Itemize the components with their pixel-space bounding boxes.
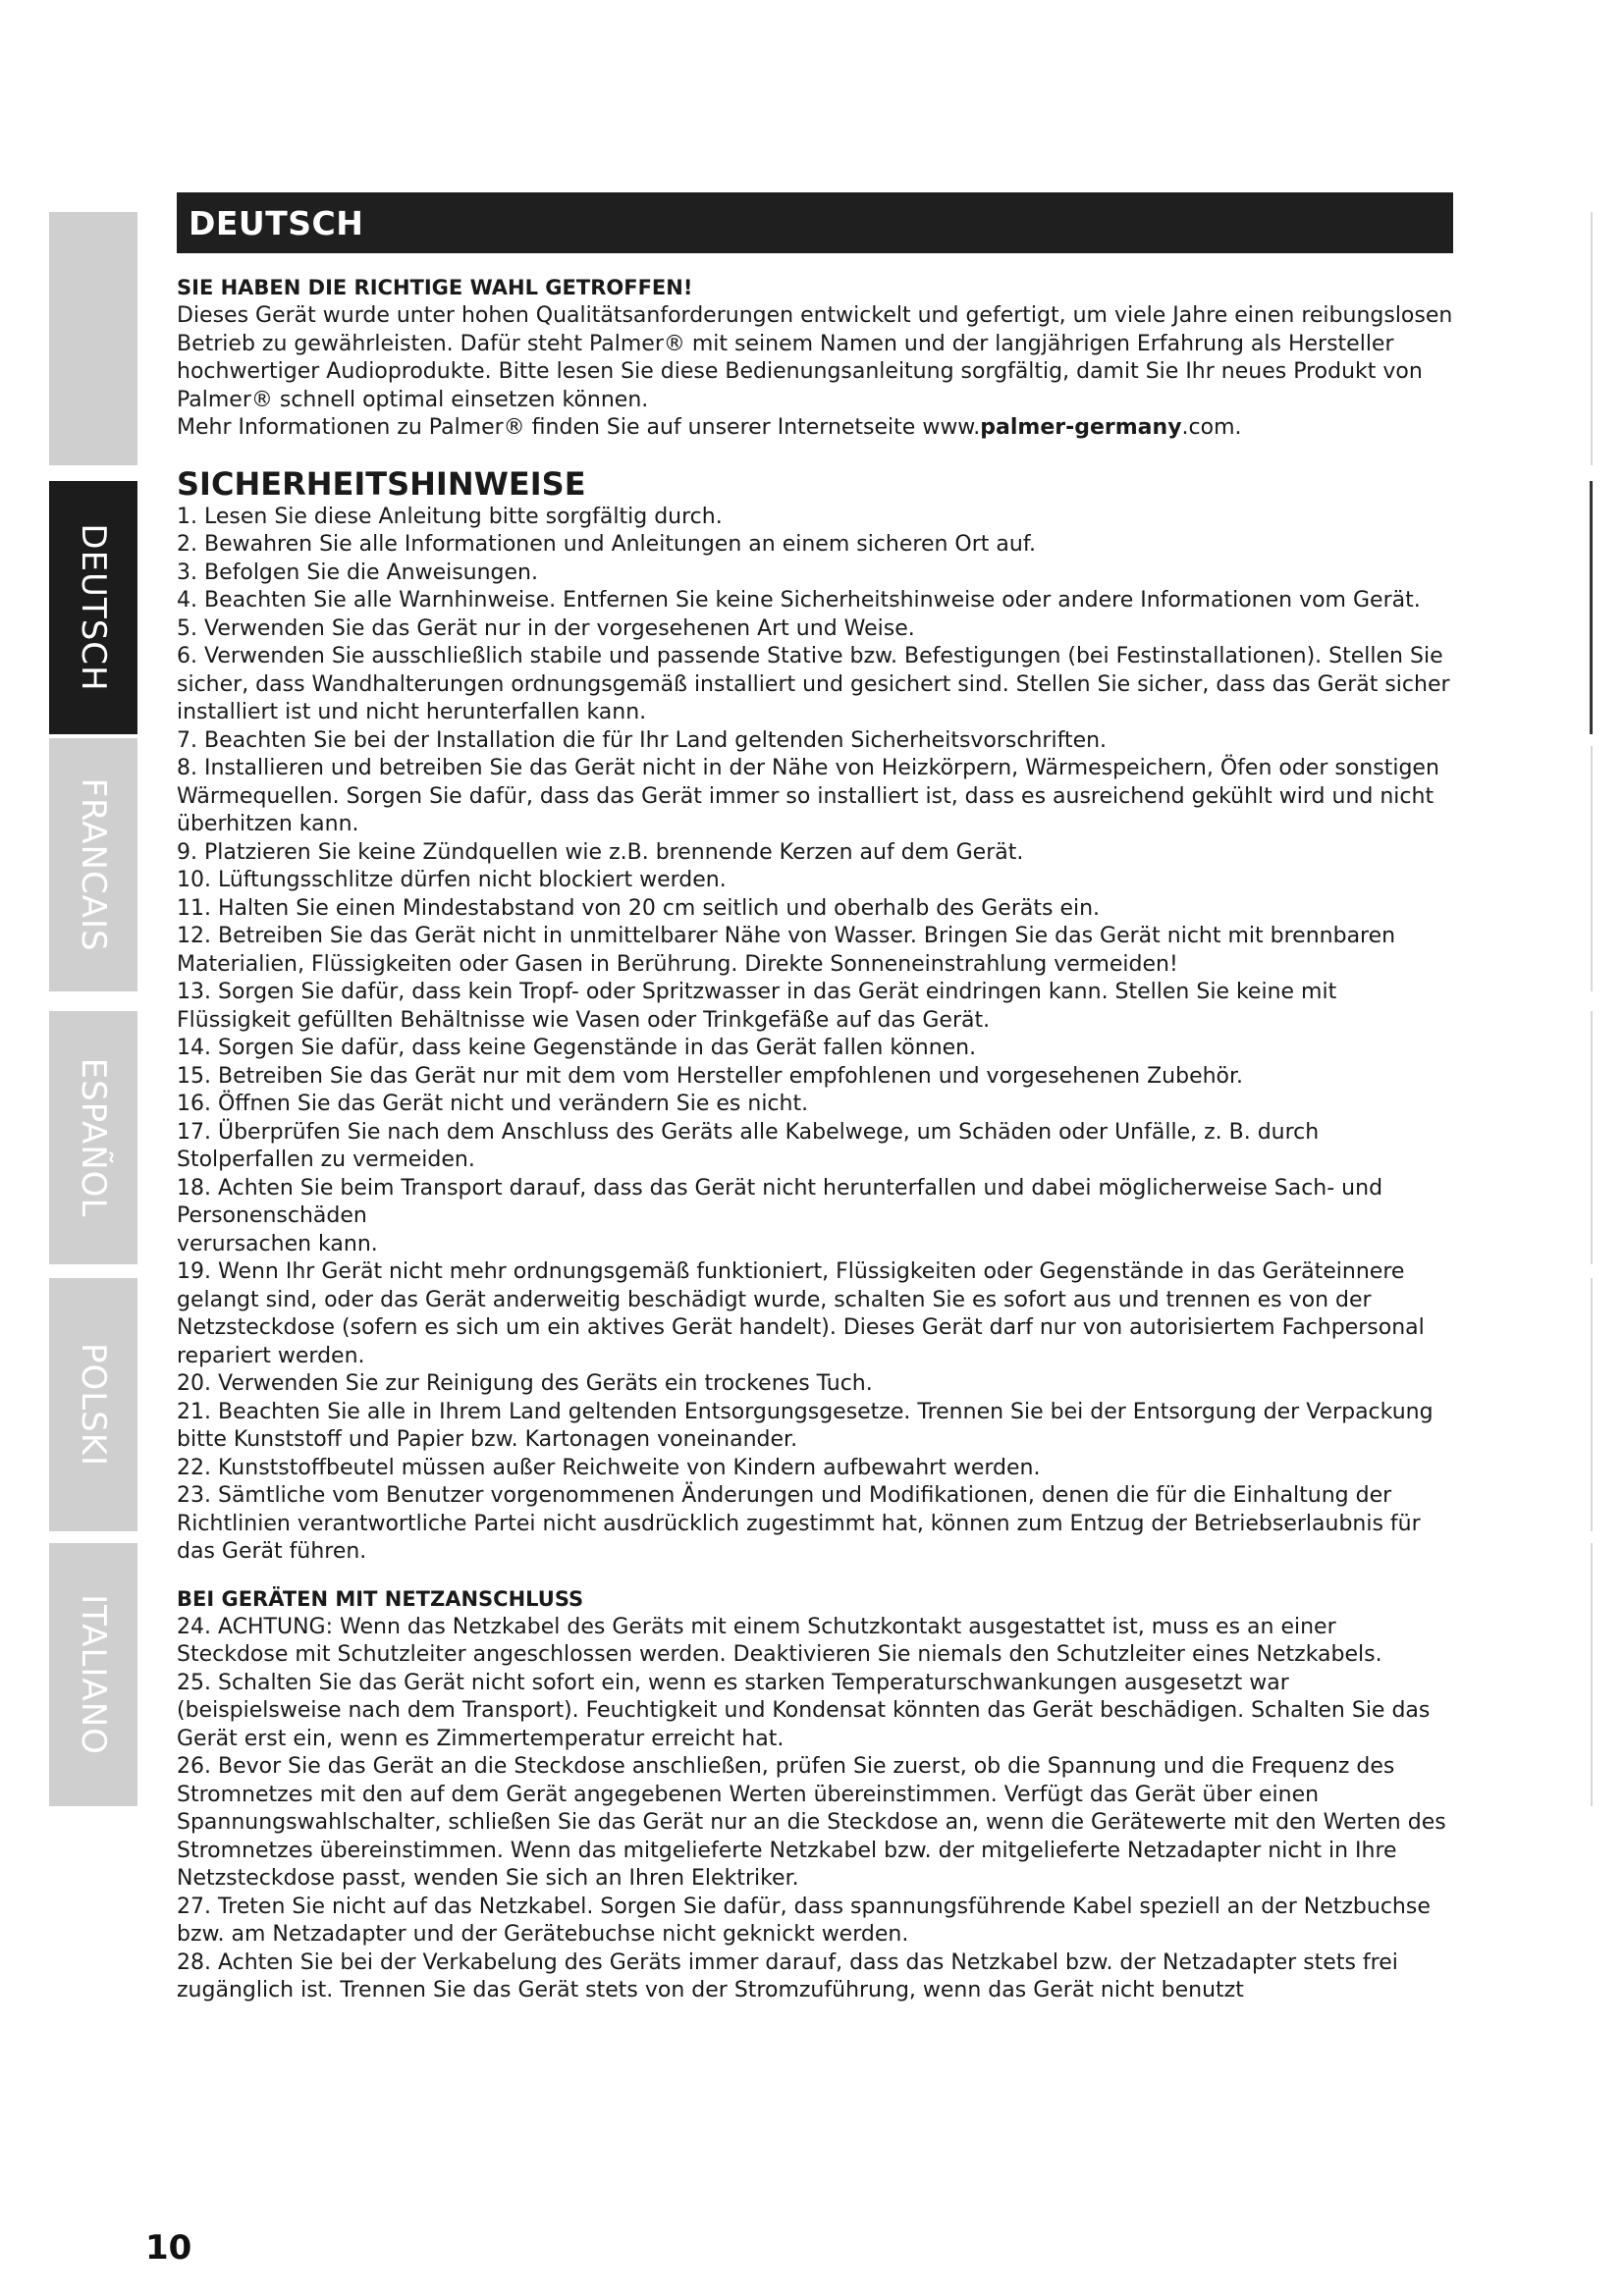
language-tab-italiano[interactable]: [49, 1543, 137, 1806]
safety-list: [177, 504, 1453, 1567]
list-item: 23. Sämtliche vom Benutzer vorgenommenen Änderungen und Modifikationen, denen die für die Einhaltung der Richtlinien verantwortliche Partei nicht ausdrücklich zugestimmt hat, können zum Entzug der Betriebserlaubnis für das Gerät führen.: [177, 1483, 1421, 1564]
margin-line: [1591, 1543, 1593, 1806]
list-item: 20. Verwenden Sie zur Reinigung des Geräts ein trockenes Tuch.: [177, 1371, 873, 1396]
language-tab-deutsch[interactable]: [49, 481, 137, 734]
language-header-bar: [177, 192, 1453, 253]
list-item: 8. Installieren und betreiben Sie das Gerät nicht in der Nähe von Heizkörpern, Wärmespeichern, Öfen oder sonstigen Wärmequellen. Sorgen Sie dafür, dass das Gerät immer so installiert ist, dass es ausreichend gekühlt wird und nicht überhitzen kann.: [177, 756, 1439, 836]
language-header-title: DEUTSCH: [189, 203, 364, 242]
language-tab-blank: [49, 212, 137, 465]
list-item: 27. Treten Sie nicht auf das Netzkabel. Sorgen Sie dafür, dass spannungsführende Kabel speziell an der Netzbuchse bzw. am Netzadapter und der Gerätebuchse nicht geknickt werden.: [177, 1894, 1431, 1947]
language-tab-polski[interactable]: [49, 1278, 137, 1531]
margin-line: [1591, 212, 1593, 465]
list-item: 18. Achten Sie beim Transport darauf, dass das Gerät nicht herunterfallen und dabei möglicherweise Sach- und Personenschäden: [177, 1175, 1383, 1228]
list-item: 13. Sorgen Sie dafür, dass kein Tropf- oder Spritzwasser in das Gerät eindringen kann. Stellen Sie keine mit Flüssigkeit gefüllten Behältnisse wie Vasen oder Trinkgefäße auf das Gerät.: [177, 980, 1337, 1033]
website-brand: palmer-germany: [980, 415, 1182, 440]
margin-line: [1591, 746, 1593, 991]
margin-line: [1591, 1278, 1593, 1531]
list-item: 15. Betreiben Sie das Gerät nur mit dem vom Hersteller empfohlenen und vorgesehenen Zubehör.: [177, 1063, 1244, 1089]
list-item: 3. Befolgen Sie die Anweisungen.: [177, 560, 538, 585]
list-item: 7. Beachten Sie bei der Installation die für Ihr Land geltenden Sicherheitsvorschriften.: [177, 727, 1108, 753]
list-item: 24. ACHTUNG: Wenn das Netzkabel des Geräts mit einem Schutzkontakt ausgestattet ist, muss es an einer Steckdose mit Schutzleiter angeschlossen werden. Deaktivieren Sie niemals den Schutzleiter eines Netzkabels.: [177, 1614, 1382, 1667]
margin-line: [1591, 1011, 1593, 1264]
list-item: 10. Lüftungsschlitze dürfen nicht blockiert werden.: [177, 868, 727, 892]
main-content: [177, 192, 1453, 2005]
list-item: 22. Kunststoffbeutel müssen außer Reichweite von Kindern aufbewahrt werden.: [177, 1455, 1041, 1480]
page-number: 10: [145, 2228, 192, 2268]
list-item: 9. Platzieren Sie keine Zündquellen wie z.B. brennende Kerzen auf dem Gerät.: [177, 839, 1024, 865]
mains-list: [177, 1614, 1453, 2005]
list-item: 2. Bewahren Sie alle Informationen und Anleitungen an einem sicheren Ort auf.: [177, 532, 1036, 557]
list-item: 17. Überprüfen Sie nach dem Anschluss des Geräts alle Kabelwege, um Schäden oder Unfälle, z. B. durch Stolperfallen zu vermeiden.: [177, 1119, 1320, 1172]
language-tab-label: POLSKI: [74, 1342, 113, 1468]
margin-line-active: [1590, 481, 1593, 734]
list-item: 28. Achten Sie bei der Verkabelung des Geräts immer darauf, dass das Netzkabel bzw. der Netzadapter stets frei zugänglich ist. Trennen Sie das Gerät stets von der Stromzuführung, wenn das Gerät nicht benutzt: [177, 1949, 1398, 2002]
list-item: 25. Schalten Sie das Gerät nicht sofort ein, wenn es starken Temperaturschwankungen ausgesetzt war (beispielsweise nach dem Transport). Feuchtigkeit und Kondensat könnten das Gerät beschädigen. Schalten Sie das Gerät erst ein, wenn es Zimmertemperatur erreicht hat.: [177, 1670, 1431, 1751]
mains-heading: BEI GERÄTEN MIT NETZANSCHLUSS: [177, 1586, 584, 1611]
list-item: 11. Halten Sie einen Mindestabstand von 20 cm seitlich und oberhalb des Geräts ein.: [177, 895, 1101, 921]
intro-text: Dieses Gerät wurde unter hohen Qualitätsanforderungen entwickelt und gefertigt, um viele Jahre einen reibungslosen Betrieb zu gewährleisten. Dafür steht Palmer® mit seinem Namen und der langjährigen Erfahrung als Hersteller hochwertiger Audioprodukte. Bitte lesen Sie diese Bedienungsanleitung sorgfältig, damit Sie Ihr neues Produkt von Palmer® schnell optimal einsetzen können.: [177, 303, 1453, 412]
list-item: 5. Verwenden Sie das Gerät nur in der vorgesehenen Art und Weise.: [177, 615, 915, 641]
list-item: 26. Bevor Sie das Gerät an die Steckdose anschließen, prüfen Sie zuerst, ob die Spannung und die Frequenz des Stromnetzes mit den auf dem Gerät angegebenen Werten übereinstimmen. Verfügt das Gerät über einen Spannungswahlschalter, schließen Sie das Gerät nur an die Steckdose an, wenn die Gerätewerte mit den Werten des Stromnetzes übereinstimmen. Wenn das mitgelieferte Netzkabel bzw. der mitgelieferte Netzadapter nicht in Ihre Netzsteckdose passt, wenden Sie sich an Ihren Elektriker.: [177, 1754, 1446, 1891]
list-item: 19. Wenn Ihr Gerät nicht mehr ordnungsgemäß funktioniert, Flüssigkeiten oder Gegenstände in das Geräteinnere gelangt sind, oder das Gerät anderweitig beschädigt wurde, schalten Sie es sofort aus und trennen es von der Netzsteckdose (sofern es sich um ein aktives Gerät handelt). Dieses Gerät darf nur von autorisiertem Fachpersonal repariert werden.: [177, 1259, 1425, 1368]
list-item: 1. Lesen Sie diese Anleitung bitte sorgfältig durch.: [177, 504, 723, 529]
list-item: 14. Sorgen Sie dafür, dass keine Gegenstände in das Gerät fallen können.: [177, 1036, 977, 1060]
language-tab-label: ITALIANO: [74, 1594, 113, 1755]
safety-title: SICHERHEITSHINWEISE: [177, 464, 586, 503]
list-item: 12. Betreiben Sie das Gerät nicht in unmittelbarer Nähe von Wasser. Bringen Sie das Gerät nicht mit brennbaren Materialien, Flüssigkeiten oder Gasen in Berührung. Direkte Sonneneinstrahlung vermeiden!: [177, 924, 1396, 977]
website-suffix: .com.: [1181, 415, 1242, 440]
language-tab-label: ESPAÑOL: [74, 1057, 113, 1218]
website-prefix: Mehr Informationen zu Palmer® finden Sie auf unserer Internetseite www.: [177, 415, 981, 440]
list-item: 16. Öffnen Sie das Gerät nicht und verändern Sie es nicht.: [177, 1092, 809, 1116]
intro-website-line: [177, 414, 1453, 443]
language-tab-espanol[interactable]: [49, 1011, 137, 1264]
list-item: 4. Beachten Sie alle Warnhinweise. Entfernen Sie keine Sicherheitshinweise oder andere Informationen vom Gerät.: [177, 588, 1421, 613]
language-tab-label: DEUTSCH: [74, 523, 113, 692]
list-item: verursachen kann.: [177, 1231, 378, 1256]
list-item: 21. Beachten Sie alle in Ihrem Land geltenden Entsorgungsgesetze. Trennen Sie bei der Entsorgung der Verpackung bitte Kunststoff und Papier bzw. Kartonagen voneinander.: [177, 1399, 1434, 1452]
language-tab-francais[interactable]: [49, 738, 137, 991]
list-item: 6. Verwenden Sie ausschließlich stabile und passende Stative bzw. Befestigungen (bei Festinstallationen). Stellen Sie sicher, dass Wandhalterungen ordnungsgemäß installiert und gesichert sind. Stellen Sie sicher, dass das Gerät sicher installiert ist und nicht herunterfallen kann.: [177, 644, 1450, 724]
intro-heading: SIE HABEN DIE RICHTIGE WAHL GETROFFEN!: [177, 276, 693, 299]
language-tab-label: FRANCAIS: [74, 777, 113, 952]
